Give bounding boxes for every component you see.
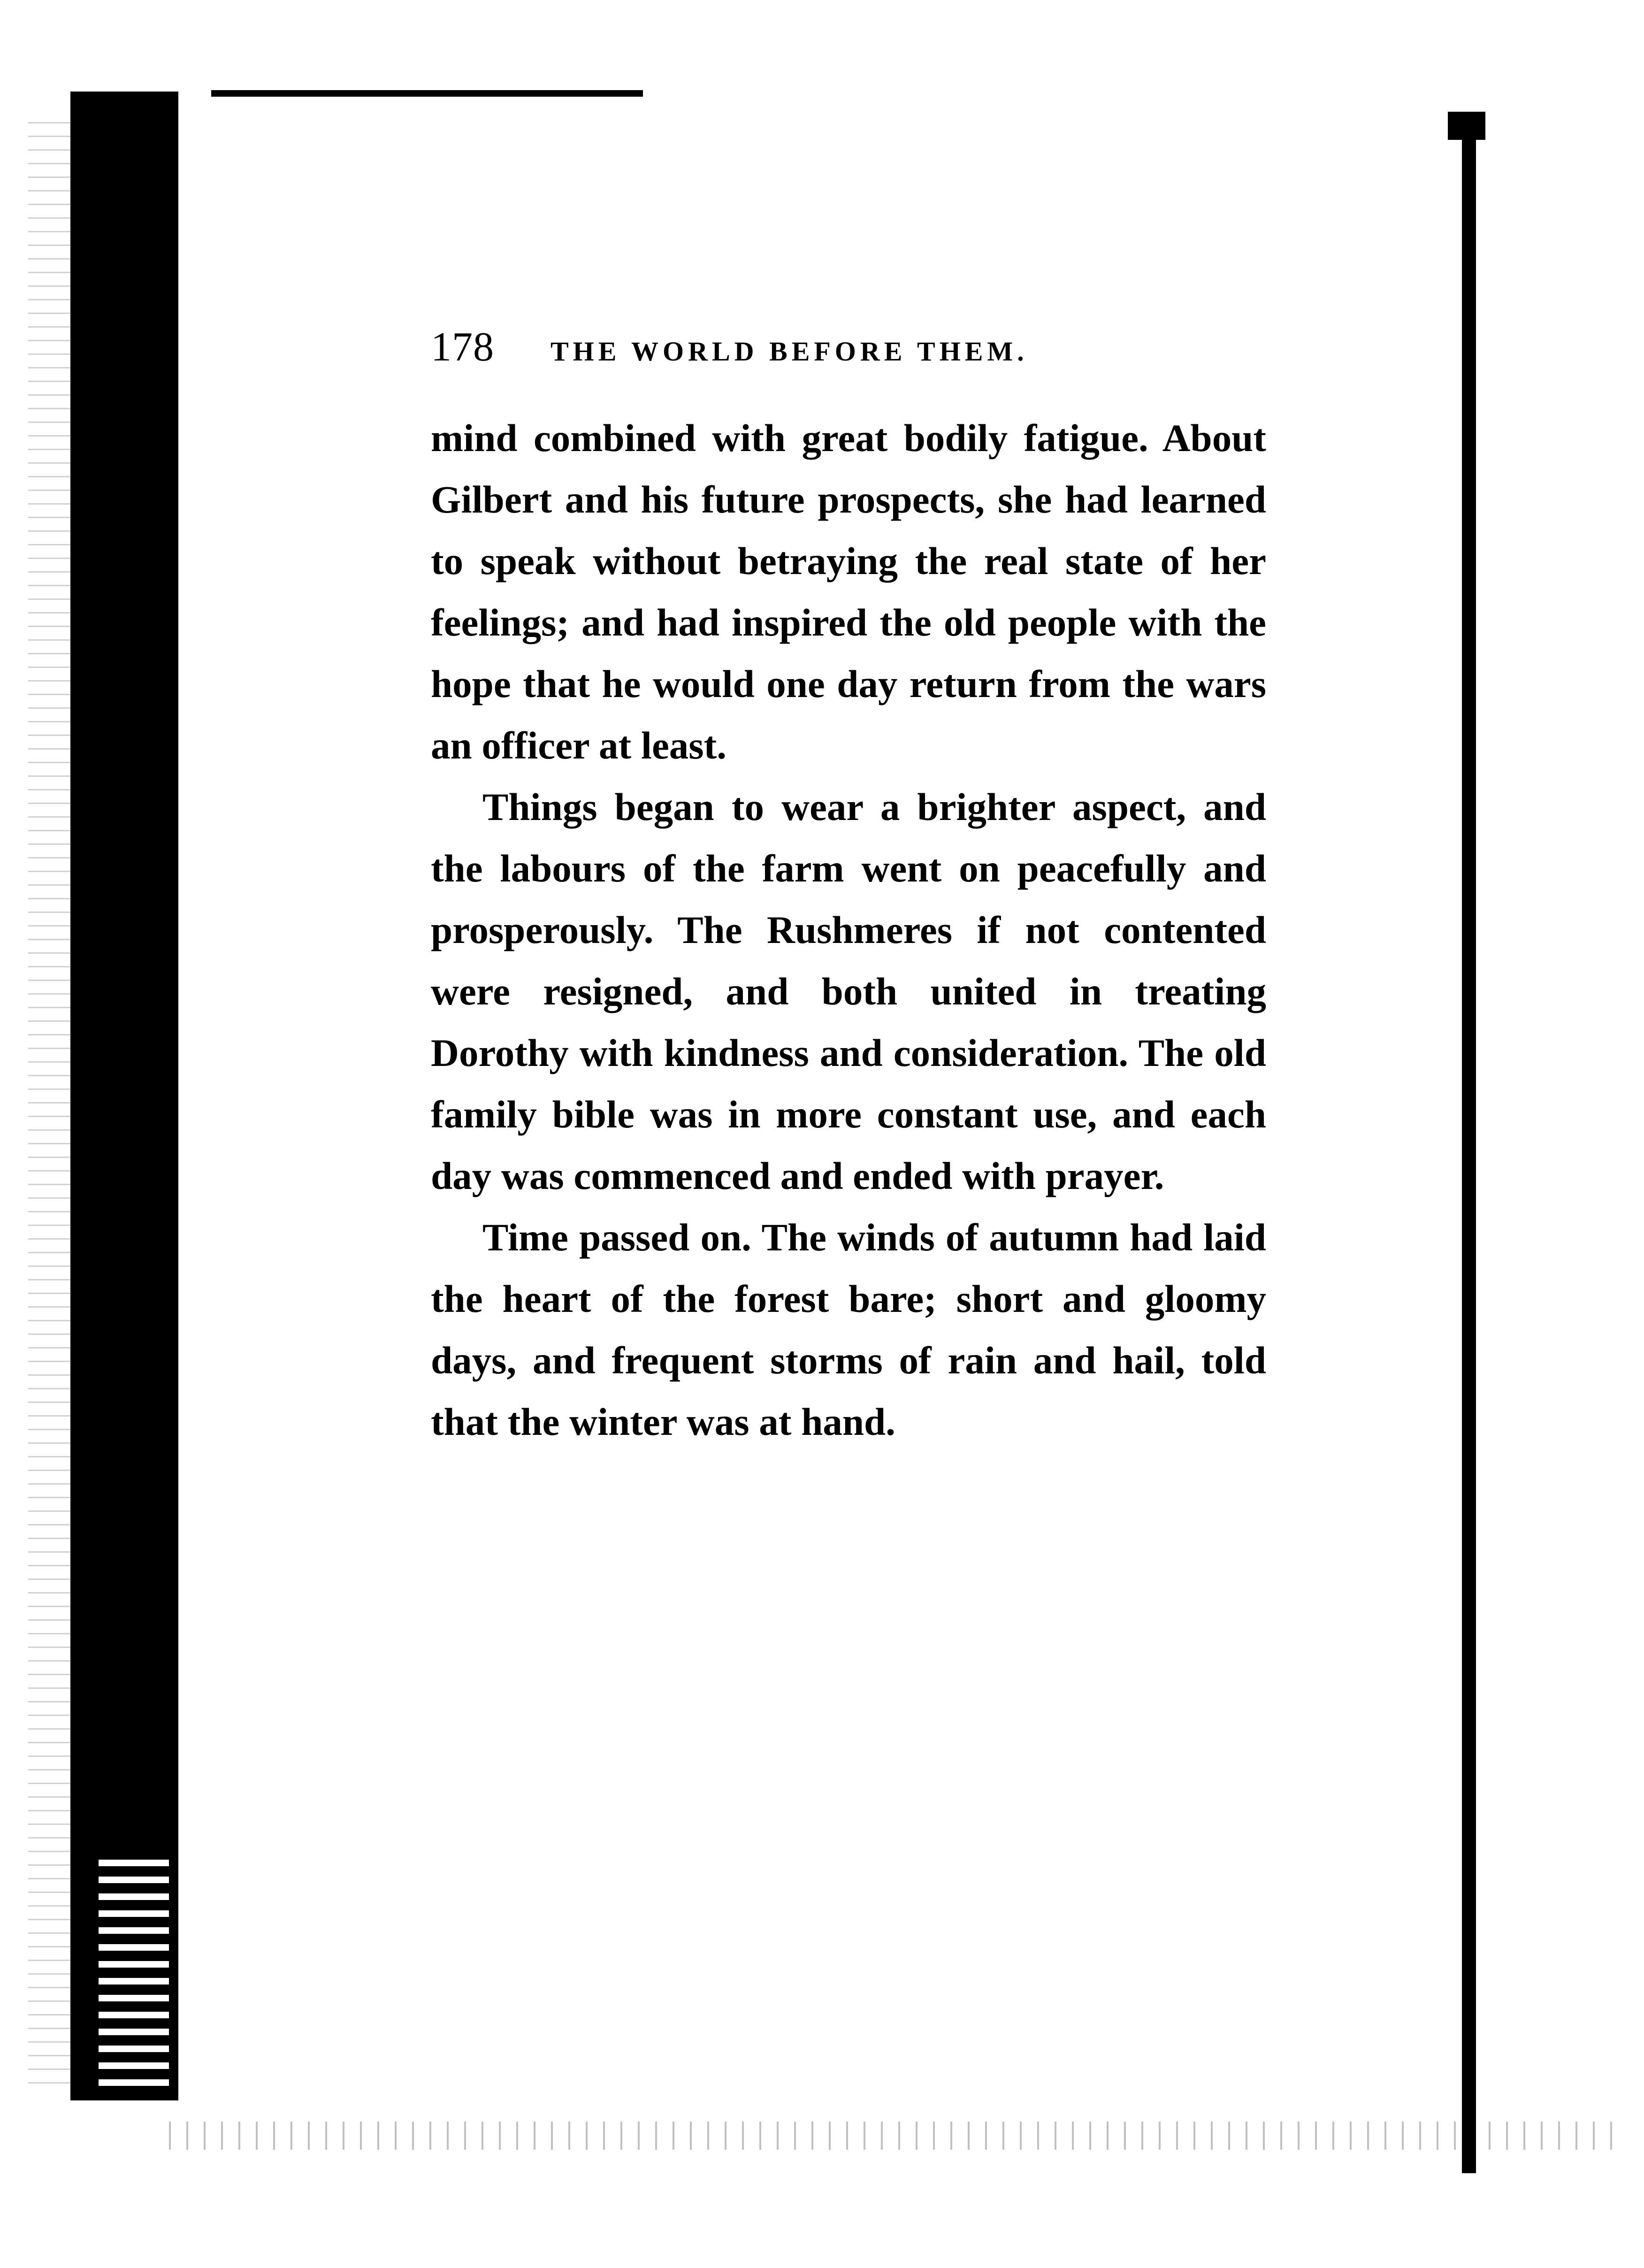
scan-stripes [99,1849,169,2093]
right-page-edge [1462,113,1476,2173]
scan-noise-bottom [169,2122,1624,2150]
binding-shadow [117,92,178,2100]
top-edge-mark [211,90,643,97]
paragraph-1: mind combined with great bodily fatigue. About Gilbert and his future prospects, she had learned to speak without betraying the real state of her feelings; and had inspired the old people with the hope that he would one day return from the wars an officer at least. [431,416,1266,767]
body-text [431,407,1266,1453]
scan-noise-left [28,122,70,2093]
paragraph-3: Time passed on. The winds of autumn had laid the heart of the forest bare; short and gloomy days, and frequent storms of rain and hail, told that the winter was at hand. [431,1216,1266,1443]
page-header [431,319,1276,375]
paragraph-2: Things began to wear a brighter aspect, and the labours of the farm went on peacefully and prosperously. The Rushmeres if not contented were resigned, and both united in treating Dorothy with kindness and consideration. The old family bible was in more constant use, and each day was commenced and ended with prayer. [431,785,1266,1197]
binding-edge [70,92,117,2100]
page-number: 178 [431,324,494,370]
running-head: THE WORLD BEFORE THEM. [551,336,1028,367]
